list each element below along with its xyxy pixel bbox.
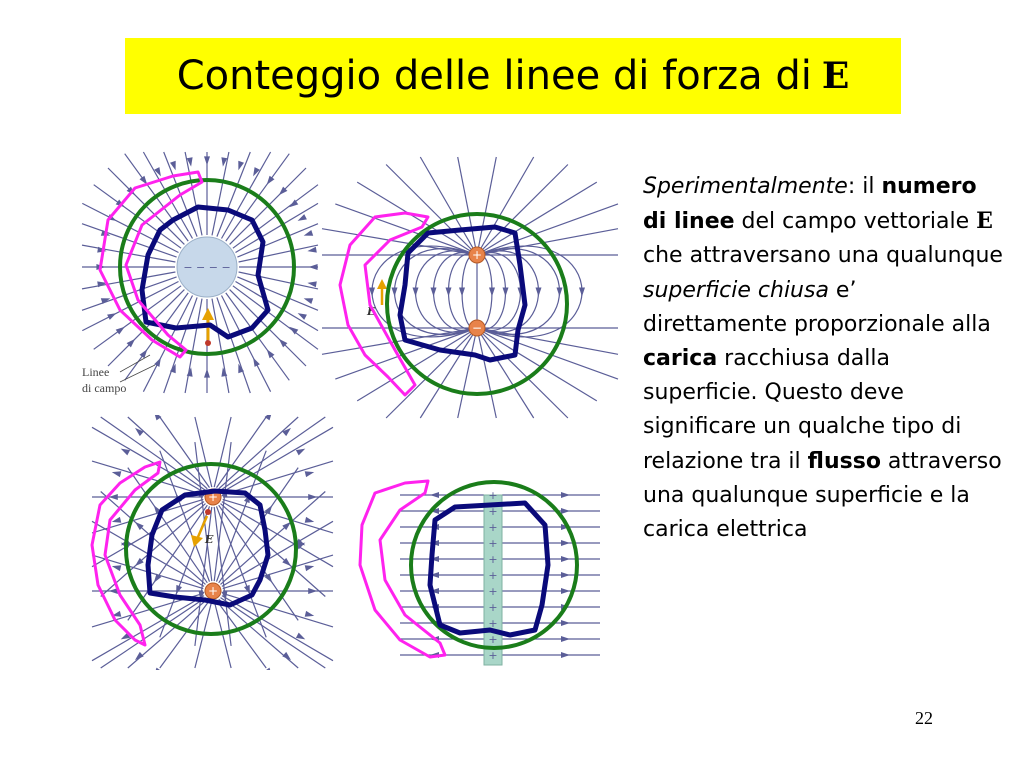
- field-line: [223, 555, 333, 589]
- caption-line-1: Linee: [82, 365, 110, 379]
- field-arrow: [561, 652, 570, 658]
- plate-charge-sign: +: [488, 569, 498, 582]
- field-arrow: [121, 449, 130, 456]
- field-arrow: [579, 288, 585, 297]
- test-point: [205, 509, 211, 515]
- field-vector-label: E: [367, 305, 376, 318]
- plate-charge-sign: +: [488, 489, 498, 502]
- text-part-8: e’ direttamente proporzionale alla: [643, 277, 991, 337]
- dipole-field-figure: [320, 155, 620, 420]
- plate-charge-sign: +: [488, 601, 498, 614]
- title-field-symbol: E: [821, 55, 850, 97]
- field-line: [239, 245, 318, 262]
- plate-charge-sign: +: [488, 505, 498, 518]
- field-vector-arrowhead: [377, 279, 387, 289]
- like-charges-field-figure: [90, 415, 335, 670]
- text-part-2: : il: [847, 174, 882, 199]
- plate-charge-sign: +: [488, 617, 498, 630]
- field-arrow: [561, 508, 570, 514]
- field-arrow: [431, 288, 437, 297]
- field-vector-arrowhead: [191, 535, 203, 547]
- field-arrow: [561, 492, 570, 498]
- field-vector-label: E: [205, 533, 214, 546]
- field-arrow: [459, 288, 465, 297]
- plate-charge-sign: +: [488, 537, 498, 550]
- field-arrow: [253, 358, 260, 367]
- field-arrow: [305, 565, 315, 571]
- text-part-12: attraverso una qualunque superficie e la carica elettrica: [643, 448, 1002, 543]
- field-line: [239, 272, 318, 289]
- field-arrow: [267, 349, 275, 358]
- plate-charge-sign: +: [488, 585, 498, 598]
- field-arrow: [304, 230, 314, 236]
- field-line: [217, 152, 250, 237]
- field-line: [185, 152, 202, 235]
- sphere-charge-signs: − − − −: [183, 261, 231, 274]
- field-arrow: [446, 288, 452, 297]
- field-arrow: [413, 288, 419, 297]
- field-arrow: [305, 611, 315, 617]
- field-line: [222, 427, 333, 492]
- explanation-paragraph: [643, 170, 1003, 547]
- field-arrow: [204, 369, 210, 378]
- field-line: [214, 417, 231, 487]
- field-arrow: [561, 540, 570, 546]
- caption-line-2: di campo: [82, 381, 127, 395]
- field-line: [420, 157, 477, 255]
- field-arrow: [309, 264, 318, 270]
- text-part-10: racchiusa dalla superficie. Questo deve significare un qualche tipo di relazione tra il: [643, 346, 962, 474]
- text-closed-surface: superficie chiusa: [643, 277, 829, 303]
- slide-title: Conteggio delle linee di forza di: [176, 53, 812, 99]
- text-part-6: che attraversano una qualunque: [643, 243, 1003, 269]
- field-line: [212, 152, 229, 235]
- field-arrow: [154, 358, 161, 367]
- text-flux: flusso: [807, 448, 881, 474]
- field-line: [416, 251, 478, 332]
- top-charge-sign: +: [207, 490, 219, 504]
- field-line: [221, 504, 326, 597]
- field-arrow: [503, 288, 509, 297]
- field-arrow: [107, 313, 116, 320]
- field-line: [420, 328, 477, 418]
- field-arrow: [489, 288, 495, 297]
- field-line: [185, 299, 202, 393]
- field-line: [462, 255, 477, 329]
- field-line: [477, 157, 534, 255]
- field-arrow: [430, 492, 439, 498]
- field-line: [477, 328, 534, 418]
- field-line: [477, 255, 492, 329]
- bottom-charge-sign: +: [207, 584, 219, 598]
- field-line: [160, 451, 210, 582]
- field-line: [458, 157, 477, 255]
- field-arrow: [561, 572, 570, 578]
- field-line: [477, 251, 539, 332]
- field-arrow: [267, 176, 275, 185]
- field-arrow: [561, 620, 570, 626]
- field-vector-arrowhead: [202, 308, 214, 320]
- plate-charge-sign: +: [488, 553, 498, 566]
- field-arrow: [557, 288, 563, 297]
- field-line: [477, 165, 568, 256]
- field-line: [477, 328, 496, 418]
- field-arrow: [304, 298, 314, 304]
- field-line: [195, 417, 212, 487]
- field-line: [237, 224, 318, 257]
- page-number: 22: [915, 708, 933, 728]
- text-field-symbol: E: [976, 208, 993, 235]
- field-line: [92, 427, 204, 492]
- field-line: [237, 277, 318, 310]
- field-line: [477, 157, 496, 255]
- field-arrow: [536, 288, 542, 297]
- field-arrow: [296, 449, 305, 456]
- field-arrow: [561, 636, 570, 642]
- text-charge: carica: [643, 346, 718, 372]
- field-arrow: [282, 428, 291, 436]
- field-arrow: [296, 633, 305, 640]
- field-arrow: [135, 652, 144, 660]
- field-arrow: [561, 556, 570, 562]
- field-line: [223, 499, 333, 533]
- field-line: [221, 492, 326, 585]
- sphere-field-figure: [80, 150, 320, 395]
- plate-charge-signs: [488, 489, 497, 662]
- positive-charge-sign: +: [471, 248, 483, 262]
- field-arrow: [135, 428, 144, 436]
- field-arrow: [561, 588, 570, 594]
- field-arrow: [305, 471, 315, 477]
- field-arrow: [392, 288, 398, 297]
- test-point: [205, 340, 211, 346]
- title-banner: [125, 38, 901, 114]
- field-arrow: [176, 585, 182, 595]
- plate-field-figure: [350, 465, 605, 670]
- plate-charge-sign: +: [488, 633, 498, 646]
- field-arrow: [244, 585, 250, 595]
- field-arrow: [112, 565, 122, 571]
- text-part-4: del campo vettoriale: [734, 209, 977, 235]
- field-arrow: [112, 471, 122, 477]
- field-line: [458, 328, 477, 418]
- field-line: [212, 299, 229, 393]
- field-arrow: [116, 327, 125, 335]
- field-arrow: [305, 517, 315, 523]
- text-number-of-lines: numero di linee: [643, 174, 977, 235]
- negative-charge-sign: −: [471, 321, 483, 335]
- field-arrow: [265, 415, 273, 420]
- plate-charge-sign: +: [488, 521, 498, 534]
- text-experimentally: Sperimentalmente: [643, 174, 848, 199]
- plate-charge-sign: +: [488, 649, 498, 662]
- field-line: [477, 328, 568, 418]
- field-arrow: [204, 156, 210, 165]
